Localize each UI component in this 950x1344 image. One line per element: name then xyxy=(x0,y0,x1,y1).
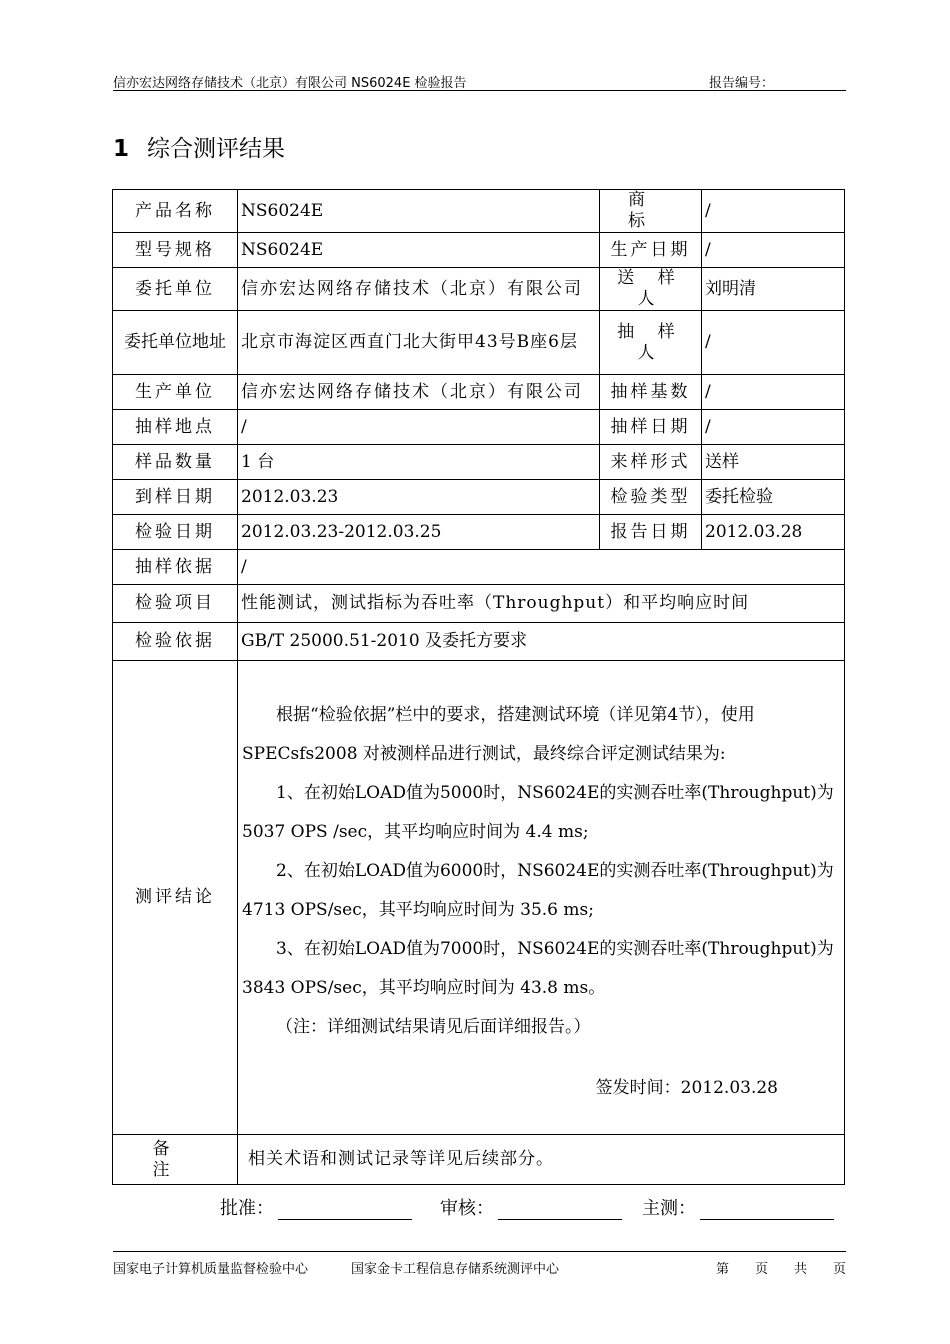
field-label: 检验日期 xyxy=(113,515,238,550)
field-label: 生产日期 xyxy=(600,233,702,268)
field-value: / xyxy=(702,410,845,445)
field-label: 委托单位 xyxy=(113,268,238,311)
field-label: 型号规格 xyxy=(113,233,238,268)
table-row xyxy=(113,410,845,445)
field-value: / xyxy=(702,190,845,233)
table-row xyxy=(113,190,845,233)
field-value: / xyxy=(238,550,845,585)
footer-page-word: 页 xyxy=(832,1262,846,1277)
field-label: 抽样地点 xyxy=(113,410,238,445)
field-value: / xyxy=(702,375,845,410)
table-row xyxy=(113,1135,845,1185)
section-title xyxy=(113,130,285,163)
page-footer xyxy=(113,1251,846,1277)
field-value: 2012.03.28 xyxy=(702,515,845,550)
footer-page-info xyxy=(690,1258,846,1277)
main-test-signature xyxy=(642,1194,834,1220)
approve-label: 批准： xyxy=(220,1198,274,1219)
table-row xyxy=(113,375,845,410)
conclusion-result: 3、在初始LOAD值为7000时，NS6024E的实测吞吐率(Throughput)为 3843 OPS/sec，其平均响应时间为 43.8 ms。 xyxy=(242,939,834,998)
table-row xyxy=(113,480,845,515)
remarks-value: 相关术语和测试记录等详见后续部分。 xyxy=(238,1135,845,1185)
field-value: 2012.03.23-2012.03.25 xyxy=(238,515,600,550)
field-value: / xyxy=(702,233,845,268)
field-label: 抽样日期 xyxy=(600,410,702,445)
section-number: 1 xyxy=(113,136,130,162)
field-label: 检验依据 xyxy=(113,623,238,661)
footer-page-word: 共 xyxy=(793,1262,807,1277)
table-row xyxy=(113,585,845,623)
field-label: 抽样基数 xyxy=(600,375,702,410)
field-value: 2012.03.23 xyxy=(238,480,600,515)
table-row xyxy=(113,515,845,550)
field-label: 抽 样 人 xyxy=(600,311,702,375)
field-label: 到样日期 xyxy=(113,480,238,515)
field-label: 检验项目 xyxy=(113,585,238,623)
field-label: 来样形式 xyxy=(600,445,702,480)
field-value: 信亦宏达网络存储技术（北京）有限公司 xyxy=(238,375,600,410)
field-value: 北京市海淀区西直门北大街甲43号B座6层 xyxy=(238,311,600,375)
field-value: 性能测试，测试指标为吞吐率（Throughput）和平均响应时间 xyxy=(238,585,845,623)
field-label: 商 标 xyxy=(600,190,702,233)
footer-org-1: 国家电子计算机质量监督检验中心 xyxy=(113,1262,309,1277)
table-row xyxy=(113,445,845,480)
footer-page-word: 第 xyxy=(715,1262,729,1277)
footer-page-word: 页 xyxy=(754,1262,768,1277)
conclusion-content xyxy=(238,661,845,1135)
header-report-title: 信亦宏达网络存储技术（北京）有限公司 NS6024E 检验报告 xyxy=(113,76,467,91)
field-value: NS6024E xyxy=(238,190,600,233)
table-row xyxy=(113,233,845,268)
conclusion-label: 测评结论 xyxy=(113,661,238,1135)
conclusion-intro: 根据“检验依据”栏中的要求，搭建测试环境（详见第4节），使用 SPECsfs2008 对被测样品进行测试，最终综合评定测试结果为: xyxy=(242,705,755,764)
field-value: 刘明清 xyxy=(702,268,845,311)
field-value: GB/T 25000.51-2010 及委托方要求 xyxy=(238,623,845,661)
conclusion-note: （注：详细测试结果请见后面详细报告。） xyxy=(276,1017,591,1037)
field-value: NS6024E xyxy=(238,233,600,268)
field-label: 生产单位 xyxy=(113,375,238,410)
table-row xyxy=(113,550,845,585)
field-label: 检验类型 xyxy=(600,480,702,515)
conclusion-result: 2、在初始LOAD值为6000时，NS6024E的实测吞吐率(Throughput)为 4713 OPS/sec，其平均响应时间为 35.6 ms; xyxy=(242,861,834,920)
section-heading: 综合测评结果 xyxy=(147,136,285,162)
table-row xyxy=(113,268,845,311)
main-test-line xyxy=(700,1197,834,1220)
page-header xyxy=(113,72,846,91)
field-value: 送样 xyxy=(702,445,845,480)
field-label: 报告日期 xyxy=(600,515,702,550)
field-label: 抽样依据 xyxy=(113,550,238,585)
remarks-label: 备 注 xyxy=(113,1135,238,1185)
field-label: 产品名称 xyxy=(113,190,238,233)
footer-org-2: 国家金卡工程信息存储系统测评中心 xyxy=(351,1262,560,1277)
table-row xyxy=(113,623,845,661)
field-value: / xyxy=(702,311,845,375)
summary-table xyxy=(112,189,845,1185)
issue-time: 签发时间：2012.03.28 xyxy=(595,1078,778,1098)
field-label: 送 样 人 xyxy=(600,268,702,311)
approve-signature xyxy=(220,1194,412,1220)
review-signature xyxy=(440,1194,622,1220)
main-test-label: 主测： xyxy=(642,1198,696,1219)
table-row xyxy=(113,661,845,1135)
field-value: 委托检验 xyxy=(702,480,845,515)
field-value: 信亦宏达网络存储技术（北京）有限公司 xyxy=(238,268,600,311)
approve-line xyxy=(278,1197,412,1220)
field-label: 委托单位地址 xyxy=(113,311,238,375)
table-row xyxy=(113,311,845,375)
review-label: 审核： xyxy=(440,1198,494,1219)
field-value: 1 台 xyxy=(238,445,600,480)
conclusion-result: 1、在初始LOAD值为5000时，NS6024E的实测吞吐率(Throughput)为 5037 OPS /sec，其平均响应时间为 4.4 ms; xyxy=(242,783,834,842)
review-line xyxy=(498,1197,622,1220)
field-label: 样品数量 xyxy=(113,445,238,480)
signature-area xyxy=(0,1194,950,1224)
header-report-number: 报告编号： xyxy=(708,76,774,91)
field-value: / xyxy=(238,410,600,445)
